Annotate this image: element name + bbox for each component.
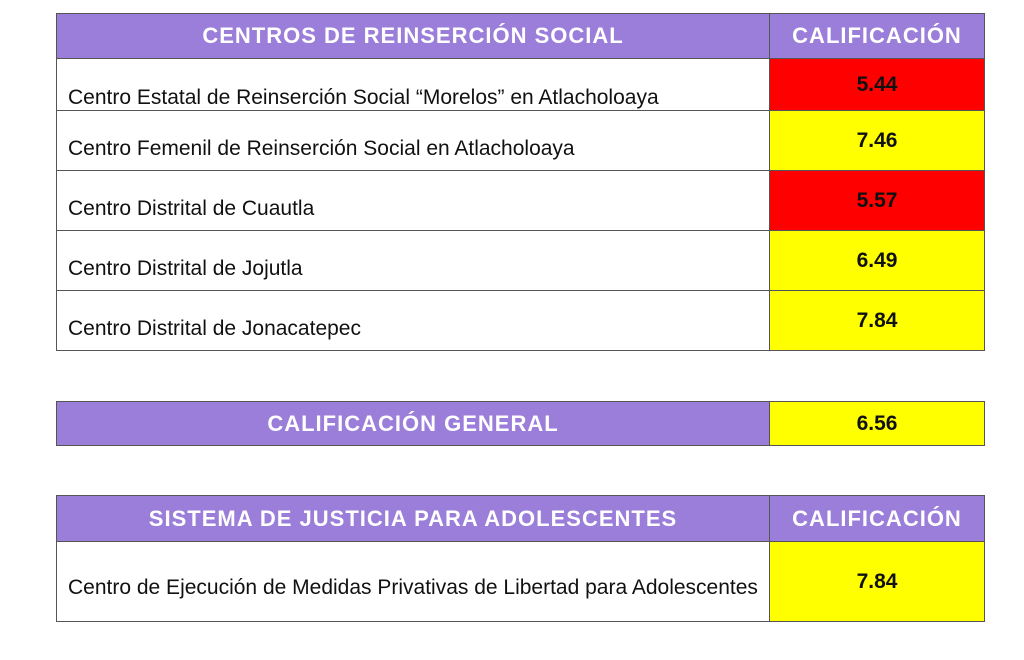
table-row <box>57 291 985 351</box>
centro-score: 5.57 <box>770 171 985 231</box>
centro-score: 5.44 <box>770 59 985 111</box>
table-row <box>57 231 985 291</box>
table-row <box>57 59 985 111</box>
centros-reinsercion-table <box>56 13 985 351</box>
centro-score: 7.46 <box>770 111 985 171</box>
table-row <box>57 111 985 171</box>
calificacion-general-score: 6.56 <box>770 402 985 446</box>
centro-name: Centro Estatal de Reinserción Social “Morelos” en Atlacholoaya <box>57 59 770 111</box>
centro-score: 7.84 <box>770 291 985 351</box>
centro-name: Centro de Ejecución de Medidas Privativas de Libertad para Adolescentes <box>57 542 770 622</box>
centros-column-header: CENTROS DE REINSERCIÓN SOCIAL <box>57 14 770 59</box>
adolescentes-column-header: SISTEMA DE JUSTICIA PARA ADOLESCENTES <box>57 496 770 542</box>
calificacion-general-table <box>56 401 985 446</box>
calificacion-general-label: CALIFICACIÓN GENERAL <box>57 402 770 446</box>
calificacion-column-header: CALIFICACIÓN <box>770 496 985 542</box>
centro-name: Centro Distrital de Jojutla <box>57 231 770 291</box>
table-row <box>57 542 985 622</box>
centro-name: Centro Femenil de Reinserción Social en Atlacholoaya <box>57 111 770 171</box>
centro-name: Centro Distrital de Jonacatepec <box>57 291 770 351</box>
centro-score: 6.49 <box>770 231 985 291</box>
table-header-row <box>57 14 985 59</box>
centro-name: Centro Distrital de Cuautla <box>57 171 770 231</box>
justicia-adolescentes-table <box>56 495 985 622</box>
general-row <box>57 402 985 446</box>
table-header-row <box>57 496 985 542</box>
calificacion-column-header: CALIFICACIÓN <box>770 14 985 59</box>
table-row <box>57 171 985 231</box>
centro-score: 7.84 <box>770 542 985 622</box>
